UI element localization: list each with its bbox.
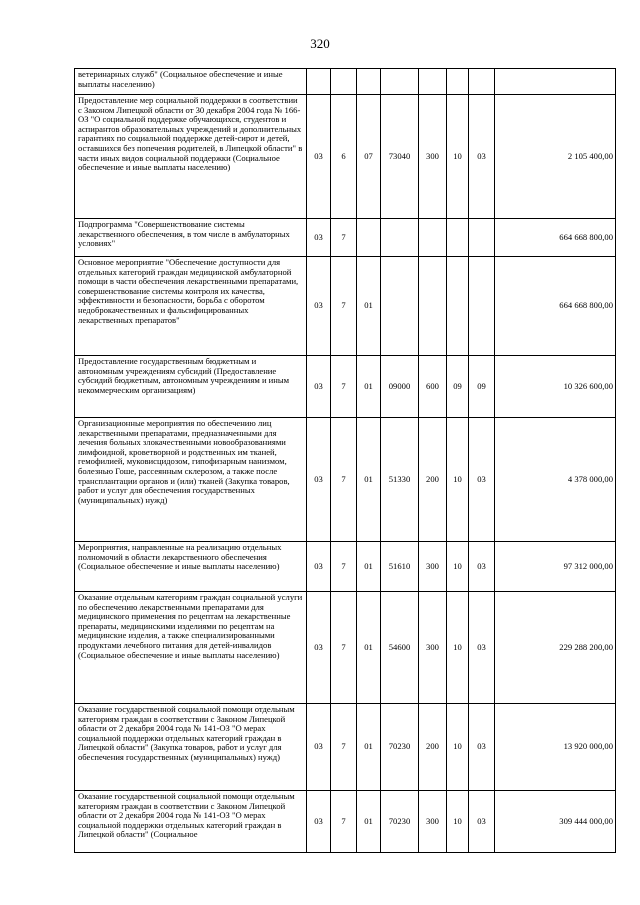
subprogram-code: 7 <box>331 418 357 542</box>
amount-cell: 4 378 000,00 <box>495 418 616 542</box>
section-code: 10 <box>447 592 469 704</box>
expense-type-code: 300 <box>419 95 447 219</box>
table-row <box>75 592 616 704</box>
subsection-code: 03 <box>469 592 495 704</box>
main-activity-code: 01 <box>357 257 381 356</box>
row-description: Основное мероприятие "Обеспечение доступности для отдельных категорий граждан медицинской амбулаторной помощи в части обеспечения лекарственными препаратами, совершенствование системы контроля их качества, эффективности и безопасности, борьба с оборотом недоброкачественных и фальсифицированных лекарственных препаратов" <box>75 257 307 356</box>
expense-type-code <box>419 69 447 95</box>
table-row <box>75 704 616 791</box>
table-row <box>75 791 616 853</box>
main-activity-code: 01 <box>357 592 381 704</box>
section-code: 10 <box>447 704 469 791</box>
expense-type-code: 600 <box>419 356 447 418</box>
row-description: Организационные мероприятия по обеспечению лиц лекарственными препаратами, предназначенными для лечения больных злокачественными новообразованиями лимфоидной, кроветворной и родственных им тканей, гемофилией, муковисцидозом, гипофизарным нанизмом, болезнью Гоше, рассеянным склерозом, а также после трансплантации органов и (или) тканей (Закупка товаров, работ и услуг для обеспечения государственных (муниципальных) нужд) <box>75 418 307 542</box>
main-activity-code <box>357 69 381 95</box>
row-description: ветеринарных служб" (Социальное обеспечение и иные выплаты населению) <box>75 69 307 95</box>
program-code: 03 <box>307 257 331 356</box>
expense-type-code: 300 <box>419 592 447 704</box>
subprogram-code: 7 <box>331 592 357 704</box>
program-code: 03 <box>307 542 331 592</box>
subprogram-code: 6 <box>331 95 357 219</box>
section-code: 09 <box>447 356 469 418</box>
amount-cell: 229 288 200,00 <box>495 592 616 704</box>
amount-cell: 97 312 000,00 <box>495 542 616 592</box>
main-activity-code: 07 <box>357 95 381 219</box>
expense-type-code <box>419 219 447 257</box>
subsection-code: 09 <box>469 356 495 418</box>
amount-cell: 13 920 000,00 <box>495 704 616 791</box>
direction-code <box>381 69 419 95</box>
direction-code: 51610 <box>381 542 419 592</box>
program-code: 03 <box>307 418 331 542</box>
section-code: 10 <box>447 95 469 219</box>
table-row <box>75 418 616 542</box>
subprogram-code: 7 <box>331 791 357 853</box>
section-code <box>447 257 469 356</box>
table-row <box>75 219 616 257</box>
table-row <box>75 257 616 356</box>
direction-code: 70230 <box>381 704 419 791</box>
subsection-code <box>469 219 495 257</box>
direction-code: 70230 <box>381 791 419 853</box>
subsection-code: 03 <box>469 542 495 592</box>
table-row <box>75 95 616 219</box>
subprogram-code: 7 <box>331 219 357 257</box>
direction-code: 51330 <box>381 418 419 542</box>
amount-cell: 2 105 400,00 <box>495 95 616 219</box>
subprogram-code: 7 <box>331 704 357 791</box>
program-code: 03 <box>307 95 331 219</box>
section-code <box>447 69 469 95</box>
main-activity-code: 01 <box>357 356 381 418</box>
section-code: 10 <box>447 418 469 542</box>
subsection-code: 03 <box>469 95 495 219</box>
row-description: Подпрограмма "Совершенствование системы лекарственного обеспечения, в том числе в амбулаторных условиях" <box>75 219 307 257</box>
direction-code <box>381 219 419 257</box>
amount-cell: 664 668 800,00 <box>495 219 616 257</box>
main-activity-code: 01 <box>357 418 381 542</box>
subprogram-code: 7 <box>331 542 357 592</box>
amount-cell: 309 444 000,00 <box>495 791 616 853</box>
program-code <box>307 69 331 95</box>
expense-type-code: 300 <box>419 791 447 853</box>
direction-code: 54600 <box>381 592 419 704</box>
row-description: Оказание государственной социальной помощи отдельным категориям граждан в соответствии с Законом Липецкой области от 2 декабря 2004 года № 141-ОЗ "О мерах социальной поддержки отдельных категорий граждан в Липецкой области" (Социальное <box>75 791 307 853</box>
main-activity-code: 01 <box>357 542 381 592</box>
expense-type-code: 300 <box>419 542 447 592</box>
program-code: 03 <box>307 356 331 418</box>
main-activity-code: 01 <box>357 704 381 791</box>
program-code: 03 <box>307 592 331 704</box>
subprogram-code: 7 <box>331 356 357 418</box>
main-activity-code <box>357 219 381 257</box>
amount-cell: 664 668 800,00 <box>495 257 616 356</box>
row-description: Предоставление мер социальной поддержки в соответствии с Законом Липецкой области от 30 декабря 2004 года № 166-ОЗ "О социальной поддержке обучающихся, студентов и аспирантов образовательных учреждений и дополнительных гарантиях по социальной поддержке детей-сирот и детей, оставшихся без попечения родителей, в Липецкой области" в части иных видов социальной поддержки (Социальное обеспечение и иные выплаты населению) <box>75 95 307 219</box>
expense-type-code: 200 <box>419 418 447 542</box>
program-code: 03 <box>307 704 331 791</box>
subsection-code: 03 <box>469 791 495 853</box>
direction-code: 09000 <box>381 356 419 418</box>
table-row <box>75 542 616 592</box>
program-code: 03 <box>307 791 331 853</box>
subprogram-code: 7 <box>331 257 357 356</box>
section-code: 10 <box>447 791 469 853</box>
budget-table-body <box>75 69 616 853</box>
row-description: Предоставление государственным бюджетным и автономным учреждениям субсидий (Предоставление субсидий бюджетным, автономным учреждениям и иным некоммерческим организациям) <box>75 356 307 418</box>
subsection-code: 03 <box>469 418 495 542</box>
row-description: Оказание отдельным категориям граждан социальной услуги по обеспечению лекарственными препаратами для медицинского применения по рецептам на лекарственные препараты, медицинскими изделиями по рецептам на медицинские изделия, а также специализированными продуктами лечебного питания для детей-инвалидов (Социальное обеспечение и иные выплаты населению) <box>75 592 307 704</box>
budget-table <box>74 68 616 853</box>
subsection-code: 03 <box>469 704 495 791</box>
main-activity-code: 01 <box>357 791 381 853</box>
amount-cell <box>495 69 616 95</box>
section-code <box>447 219 469 257</box>
row-description: Оказание государственной социальной помощи отдельным категориям граждан в соответствии с Законом Липецкой области от 2 декабря 2004 года № 141-ОЗ "О мерах социальной поддержки отдельных категорий граждан в Липецкой области" (Закупка товаров, работ и услуг для обеспечения государственных (муниципальных) нужд) <box>75 704 307 791</box>
subsection-code <box>469 257 495 356</box>
direction-code <box>381 257 419 356</box>
row-description: Мероприятия, направленные на реализацию отдельных полномочий в области лекарственного обеспечения (Социальное обеспечение и иные выплаты населению) <box>75 542 307 592</box>
page-number: 320 <box>310 36 330 51</box>
section-code: 10 <box>447 542 469 592</box>
direction-code: 73040 <box>381 95 419 219</box>
expense-type-code <box>419 257 447 356</box>
amount-cell: 10 326 600,00 <box>495 356 616 418</box>
expense-type-code: 200 <box>419 704 447 791</box>
table-row <box>75 69 616 95</box>
subprogram-code <box>331 69 357 95</box>
program-code: 03 <box>307 219 331 257</box>
table-row <box>75 356 616 418</box>
subsection-code <box>469 69 495 95</box>
